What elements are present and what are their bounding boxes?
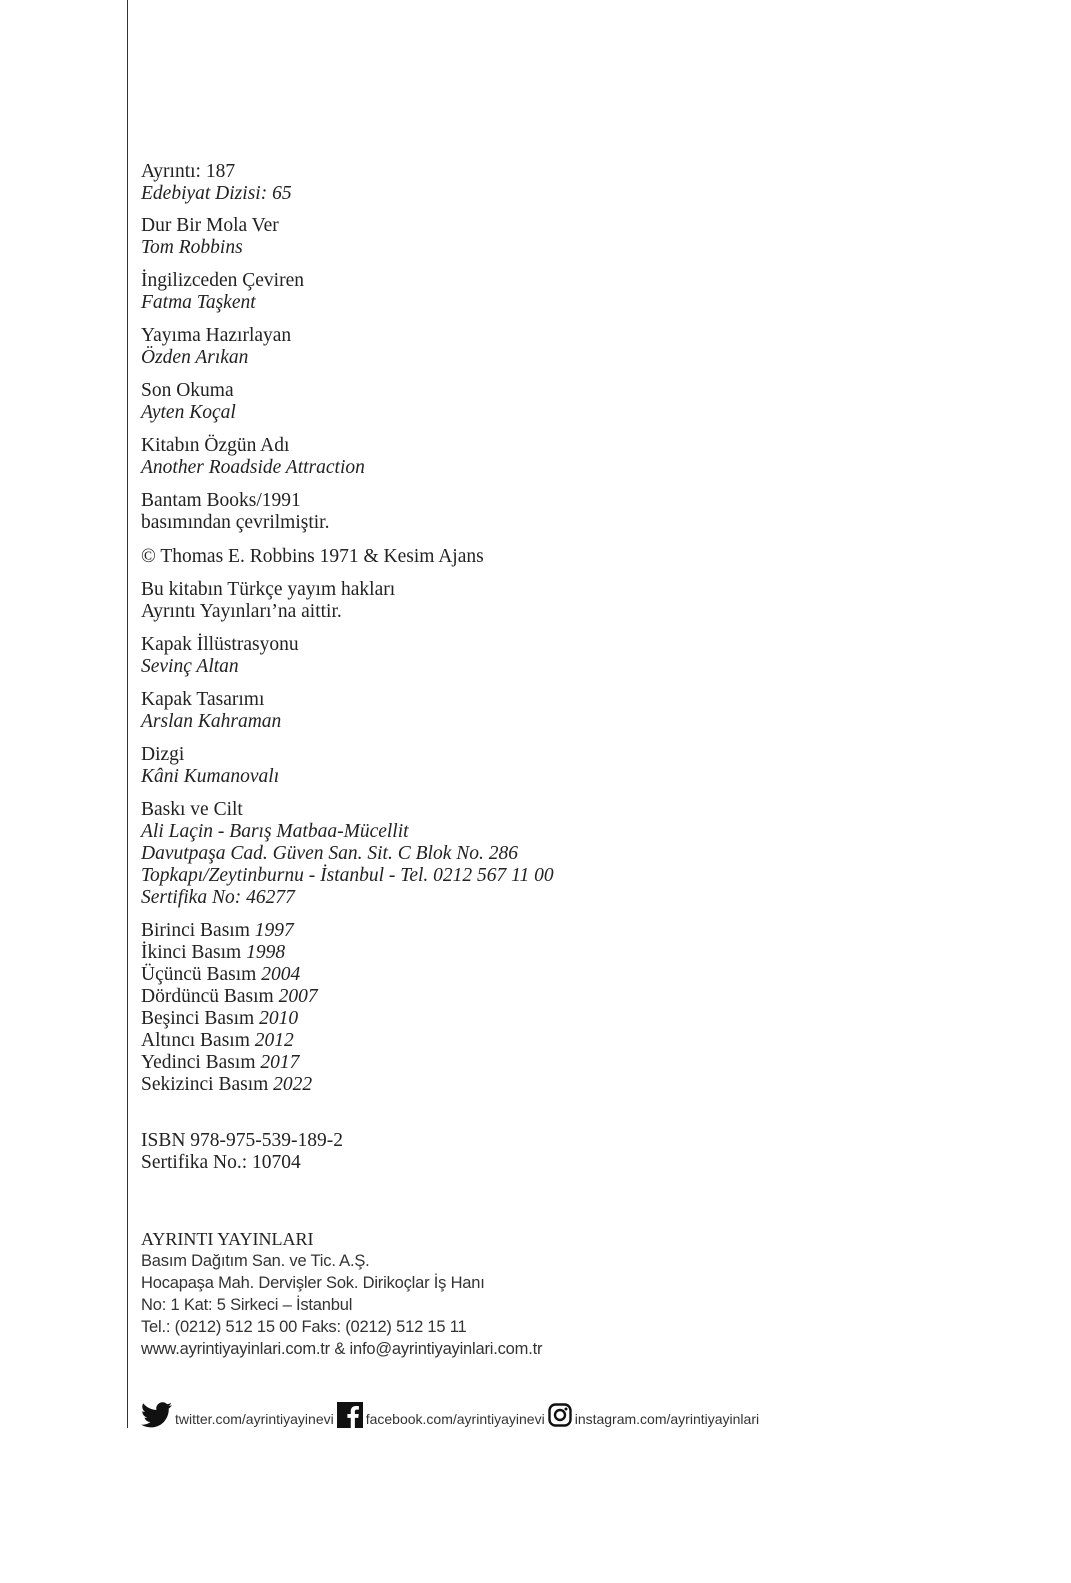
- printing-line: Ali Laçin - Barış Matbaa-Mücellit: [141, 821, 409, 842]
- editor-name: Özden Arıkan: [141, 347, 249, 368]
- cover-design-block: [141, 689, 1041, 733]
- proofreading-name: Ayten Koçal: [141, 402, 236, 423]
- instagram-link[interactable]: [548, 1403, 759, 1427]
- rights-line: Bu kitabın Türkçe yayım hakları: [141, 579, 396, 600]
- translator-name: Fatma Taşkent: [141, 292, 256, 313]
- cover-illustration-name: Sevinç Altan: [141, 656, 239, 677]
- isbn: ISBN 978-975-539-189-2: [141, 1130, 344, 1151]
- rights-block: [141, 579, 1041, 623]
- editions-block: [141, 920, 1041, 1096]
- twitter-link[interactable]: [141, 1402, 334, 1428]
- publisher-line: No: 1 Kat: 5 Sirkeci – İstanbul: [141, 1296, 353, 1314]
- cover-design-name: Arslan Kahraman: [141, 711, 282, 732]
- printing-block: [141, 799, 1041, 909]
- proofreading-label: Son Okuma: [141, 380, 234, 401]
- source-edition-line: basımından çevrilmiştir.: [141, 512, 330, 533]
- twitter-icon: [141, 1402, 172, 1428]
- printing-line: Topkapı/Zeytinburnu - İstanbul - Tel. 0212 567 11 00: [141, 865, 554, 886]
- series-subtitle: Edebiyat Dizisi: 65: [141, 183, 292, 204]
- edition-line: Sekizinci Basım 2022: [141, 1074, 313, 1095]
- translator-block: [141, 270, 1041, 314]
- translator-label: İngilizceden Çeviren: [141, 270, 304, 291]
- printing-line: Sertifika No: 46277: [141, 887, 295, 908]
- printing-label: Baskı ve Cilt: [141, 799, 243, 820]
- facebook-link-text: facebook.com/ayrintiyayinevi: [365, 1411, 545, 1427]
- edition-line: İkinci Basım 1998: [141, 942, 286, 963]
- social-links: [141, 1402, 762, 1428]
- typesetting-label: Dizgi: [141, 744, 185, 765]
- cover-illustration-label: Kapak İllüstrasyonu: [141, 634, 299, 655]
- title-block: [141, 215, 1041, 259]
- proofreading-block: [141, 380, 1041, 424]
- publisher-name: AYRINTI YAYINLARI: [141, 1229, 314, 1249]
- original-title-label: Kitabın Özgün Adı: [141, 435, 290, 456]
- publisher-line: Tel.: (0212) 512 15 00 Faks: (0212) 512 15 11: [141, 1318, 467, 1336]
- typesetting-block: [141, 744, 1041, 788]
- original-title-value: Another Roadside Attraction: [141, 457, 365, 478]
- edition-line: Birinci Basım 1997: [141, 920, 294, 941]
- cover-design-label: Kapak Tasarımı: [141, 689, 265, 710]
- edition-line: Dördüncü Basım 2007: [141, 986, 318, 1007]
- isbn-block: [141, 1130, 1041, 1174]
- facebook-link[interactable]: [337, 1402, 545, 1428]
- copyright-line: © Thomas E. Robbins 1971 & Kesim Ajans: [141, 546, 484, 567]
- publisher-block: [141, 1228, 1041, 1360]
- certificate-number: Sertifika No.: 10704: [141, 1152, 301, 1173]
- instagram-link-text: instagram.com/ayrintiyayinlari: [574, 1411, 760, 1427]
- source-edition-line: Bantam Books/1991: [141, 490, 301, 511]
- edition-line: Altıncı Basım 2012: [141, 1030, 294, 1051]
- copyright-block: [141, 546, 1041, 568]
- publisher-web-email: www.ayrintiyayinlari.com.tr & info@ayrintiyayinlari.com.tr: [141, 1340, 543, 1358]
- facebook-icon: [337, 1402, 363, 1428]
- series-block: [141, 161, 1041, 205]
- cover-illustration-block: [141, 634, 1041, 678]
- twitter-link-text: twitter.com/ayrintiyayinevi: [175, 1411, 334, 1427]
- book-author: Tom Robbins: [141, 237, 243, 258]
- rights-line: Ayrıntı Yayınları’na aittir.: [141, 601, 342, 622]
- editor-block: [141, 325, 1041, 369]
- publisher-line: Basım Dağıtım San. ve Tic. A.Ş.: [141, 1252, 370, 1270]
- source-edition-block: [141, 490, 1041, 534]
- edition-line: Yedinci Basım 2017: [141, 1052, 300, 1073]
- edition-line: Üçüncü Basım 2004: [141, 964, 301, 985]
- printing-line: Davutpaşa Cad. Güven San. Sit. C Blok No. 286: [141, 843, 518, 864]
- original-title-block: [141, 435, 1041, 479]
- series-number: Ayrıntı: 187: [141, 161, 236, 182]
- book-title: Dur Bir Mola Ver: [141, 215, 279, 236]
- editor-label: Yayıma Hazırlayan: [141, 325, 292, 346]
- instagram-icon: [548, 1403, 572, 1427]
- edition-line: Beşinci Basım 2010: [141, 1008, 299, 1029]
- margin-rule: [127, 0, 128, 1428]
- typesetting-name: Kâni Kumanovalı: [141, 766, 280, 787]
- publisher-line: Hocapaşa Mah. Dervişler Sok. Dirikoçlar İş Hanı: [141, 1274, 485, 1292]
